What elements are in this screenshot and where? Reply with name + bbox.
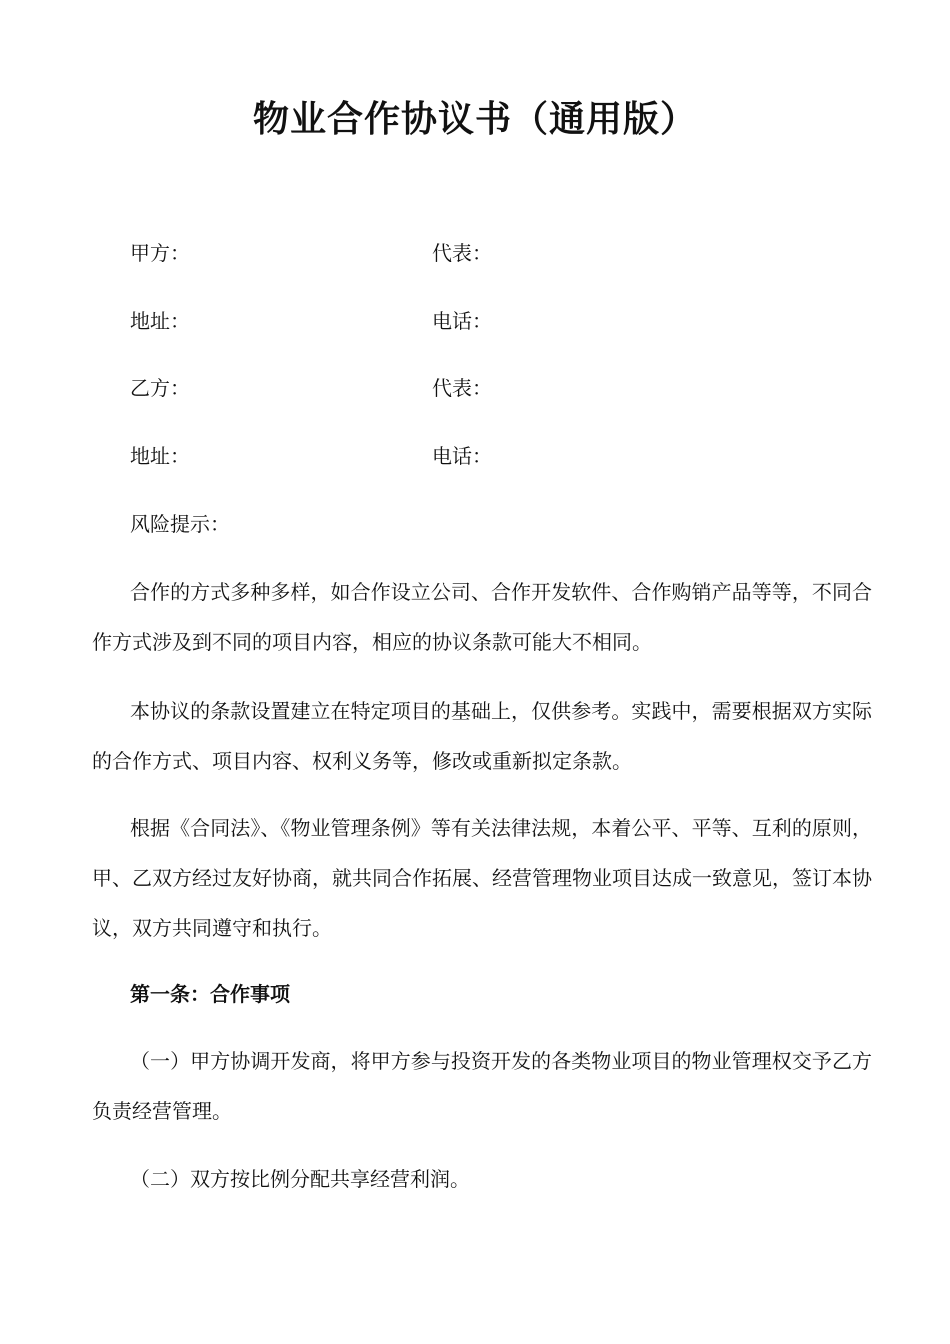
document-title: 物业合作协议书（通用版）	[252, 99, 697, 140]
party-b-label: 乙方：	[130, 376, 190, 400]
party-b-representative-label: 代表：	[432, 376, 492, 400]
party-a-label: 甲方：	[130, 241, 190, 265]
party-a-phone-label: 电话：	[432, 309, 492, 333]
risk-paragraph-1: 合作的方式多种多样，如合作设立公司、合作开发软件、合作购销产品等等，不同合作方式涉及到不同的项目内容，相应的协议条款可能大不相同。	[92, 580, 872, 654]
article-1-item-1: （一）甲方协调开发商，将甲方参与投资开发的各类物业项目的物业管理权交予乙方负责经营管理。	[92, 1049, 872, 1123]
article-1-heading: 第一条：合作事项	[130, 982, 290, 1006]
party-b-address-label: 地址：	[130, 444, 190, 468]
party-row-party-a-address	[0, 306, 950, 336]
party-row-party-a	[0, 238, 950, 268]
party-a-representative-label: 代表：	[432, 241, 492, 265]
party-row-party-b-address	[0, 441, 950, 471]
risk-notice-label: 风险提示：	[130, 512, 230, 536]
party-row-party-b	[0, 373, 950, 403]
preamble-paragraph: 根据《合同法》、《物业管理条例》等有关法律法规，本着公平、平等、互利的原则，甲、乙双方经过友好协商，就共同合作拓展、经营管理物业项目达成一致意见，签订本协议，双方共同遵守和执行。	[92, 816, 872, 940]
risk-paragraph-2: 本协议的条款设置建立在特定项目的基础上，仅供参考。实践中，需要根据双方实际的合作方式、项目内容、权利义务等，修改或重新拟定条款。	[92, 699, 872, 773]
party-a-address-label: 地址：	[130, 309, 190, 333]
party-b-phone-label: 电话：	[432, 444, 492, 468]
article-1-item-2: （二）双方按比例分配共享经营利润。	[130, 1167, 470, 1191]
